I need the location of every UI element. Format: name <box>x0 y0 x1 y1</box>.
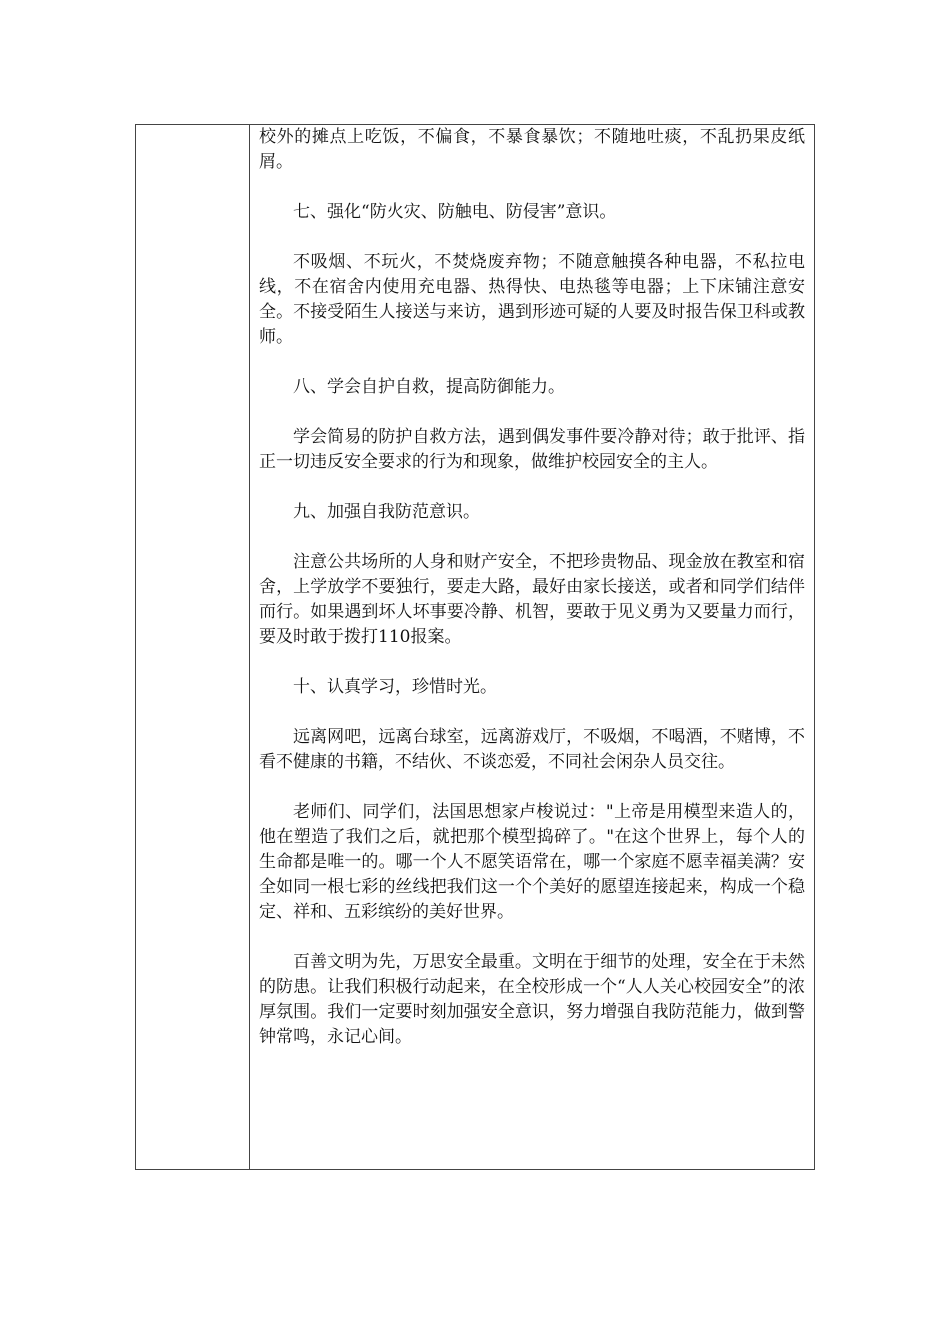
paragraph-conclusion: 百善文明为先，万思安全最重。文明在于细节的处理，安全在于未然的防患。让我们积极行动起来，在全校形成一个“人人关心校园安全”的浓厚氛围。我们一定要时刻加强安全意识，努力增强自我防范能力，做到警钟常鸣，永记心间。 <box>259 952 805 1047</box>
paragraph-self-protection: 注意公共场所的人身和财产安全，不把珍贵物品、现金放在教室和宿舍，上学放学不要独行，要走大路，最好由家长接送，或者和同学们结伴而行。如果遇到坏人坏事要冷静、机智，要敢于见义勇为又要量力而行，要及时敢于拨打110报案。 <box>259 552 805 647</box>
paragraph-self-rescue: 学会简易的防护自救方法，遇到偶发事件要冷静对待；敢于批评、指正一切违反安全要求的行为和现象，做维护校园安全的主人。 <box>259 427 805 472</box>
heading-nine: 九、加强自我防范意识。 <box>293 502 480 522</box>
paragraph-fire-safety: 不吸烟、不玩火，不焚烧废弃物；不随意触摸各种电器，不私拉电线，不在宿舍内使用充电器、热得快、电热毯等电器；上下床铺注意安全。不接受陌生人接送与来访，遇到形迹可疑的人要及时报告保卫科或教师。 <box>259 252 805 347</box>
heading-eight: 八、学会自护自救，提高防御能力。 <box>293 377 565 397</box>
paragraph-1: 校外的摊点上吃饭，不偏食，不暴食暴饮；不随地吐痰，不乱扔果皮纸屑。 <box>259 127 805 172</box>
heading-ten: 十、认真学习，珍惜时光。 <box>293 677 497 697</box>
table-left-cell <box>136 125 250 1169</box>
document-table <box>135 124 815 1170</box>
paragraph-rousseau-quote: 老师们、同学们，法国思想家卢梭说过："上帝是用模型来造人的，他在塑造了我们之后，就把那个模型捣碎了。"在这个世界上，每个人的生命都是唯一的。哪一个人不愿笑语常在，哪一个家庭不愿幸福美满？安全如同一根七彩的丝线把我们这一个个美好的愿望连接起来，构成一个稳定、祥和、五彩缤纷的美好世界。 <box>259 802 805 922</box>
table-content-cell <box>250 125 814 1169</box>
heading-seven: 七、强化“防火灾、防触电、防侵害”意识。 <box>293 202 617 222</box>
paragraph-study: 远离网吧，远离台球室，远离游戏厅，不吸烟，不喝酒，不赌博，不看不健康的书籍，不结伙、不谈恋爱，不同社会闲杂人员交往。 <box>259 727 805 772</box>
